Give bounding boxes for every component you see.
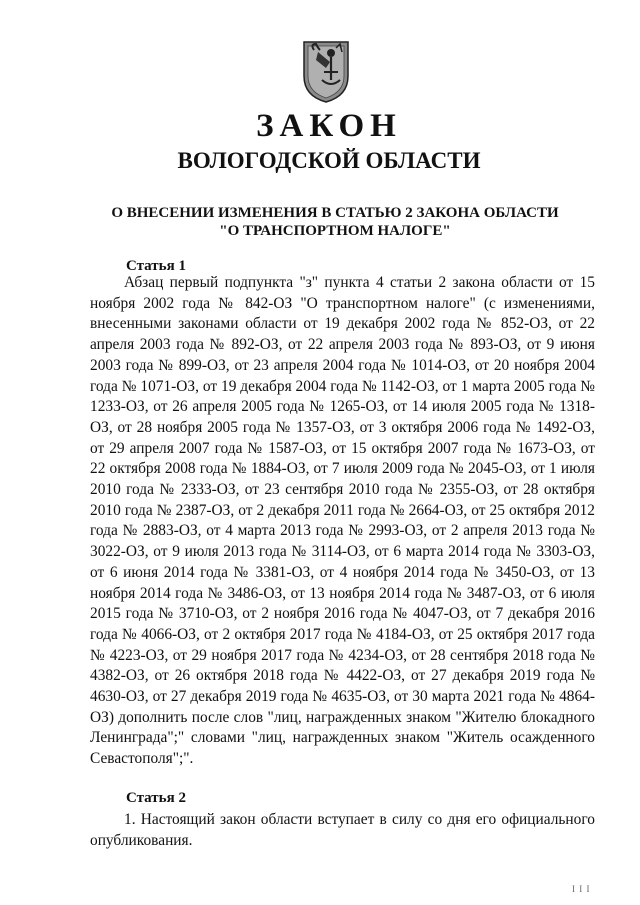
law-title: ЗАКОН: [256, 108, 402, 144]
article-2-title: Статья 2: [126, 790, 186, 806]
article-1-text: Абзац первый подпункта "з" пункта 4 статьи 2 закона области от 15 ноября 2002 года № 842-ОЗ "О транспортном налоге" (с изменениями, внесенными законами области от 19 декабря 2002 года № 852-ОЗ, от 22 апреля 2003 года № 892-ОЗ, от 22 апреля 2003 года № 893-ОЗ, от 9 июня 2003 года № 899-ОЗ, от 23 апреля 2004 года № 1014-ОЗ, от 20 ноября 2004 года № 1071-ОЗ, от 19 декабря 2004 года № 1142-ОЗ, от 1 марта 2005 года № 1233-ОЗ, от 26 апреля 2005 года № 1265-ОЗ, от 14 июля 2005 года № 1318-ОЗ, от 28 ноября 2005 года № 1357-ОЗ, от 3 октября 2006 года № 1492-ОЗ, от 29 апреля 2007 года № 1587-ОЗ, от 15 октября 2007 года № 1673-ОЗ, от 22 октября 2008 года № 1884-ОЗ, от 7 июля 2009 года № 2045-ОЗ, от 1 июля 2010 года № 2333-ОЗ, от 23 сентября 2010 года № 2355-ОЗ, от 28 октября 2010 года № 2387-ОЗ, от 2 декабря 2011 года № 2664-ОЗ, от 25 октября 2012 года № 2883-ОЗ, от 4 марта 2013 года № 2993-ОЗ, от 2 апреля 2013 года № 3022-ОЗ, от 9 июля 2013 года № 3114-ОЗ, от 6 марта 2014 года № 3303-ОЗ, от 6 июня 2014 года № 3381-ОЗ, от 4 ноября 2014 года № 3450-ОЗ, от 13 ноября 2014 года № 3486-ОЗ, от 13 ноября 2014 года № 3487-ОЗ, от 6 июля 2015 года № 3710-ОЗ, от 2 ноября 2016 года № 4047-ОЗ, от 7 декабря 2016 года № 4066-ОЗ, от 2 октября 2017 года № 4184-ОЗ, от 25 октября 2017 года № 4223-ОЗ, от 29 ноября 2017 года № 4234-ОЗ, от 28 сентября 2018 года № 4382-ОЗ, от 26 октября 2018 года № 4422-ОЗ, от 27 декабря 2019 года № 4630-ОЗ, от 27 декабря 2019 года № 4635-ОЗ, от 30 марта 2021 года № 4864-ОЗ) дополнить после слов "лиц, награжденных знаком "Жителю блокадного Ленинграда";" словами "лиц, награжденных знаком "Житель осажденного Севастополя";".: [90, 274, 595, 768]
page-mark: I I I: [572, 884, 591, 894]
law-heading-line-1: О ВНЕСЕНИИ ИЗМЕНЕНИЯ В СТАТЬЮ 2 ЗАКОНА ОБЛАСТИ: [111, 205, 559, 221]
law-heading: [85, 204, 585, 240]
article-2-text: 1. Настоящий закон области вступает в силу со дня его официального опубликования.: [90, 811, 595, 849]
coat-of-arms-icon: [300, 38, 352, 104]
article-1-title: Статья 1: [126, 258, 186, 274]
region-title: ВОЛОГОДСКОЙ ОБЛАСТИ: [177, 148, 481, 173]
law-heading-line-2: "О ТРАНСПОРТНОМ НАЛОГЕ": [219, 223, 451, 239]
